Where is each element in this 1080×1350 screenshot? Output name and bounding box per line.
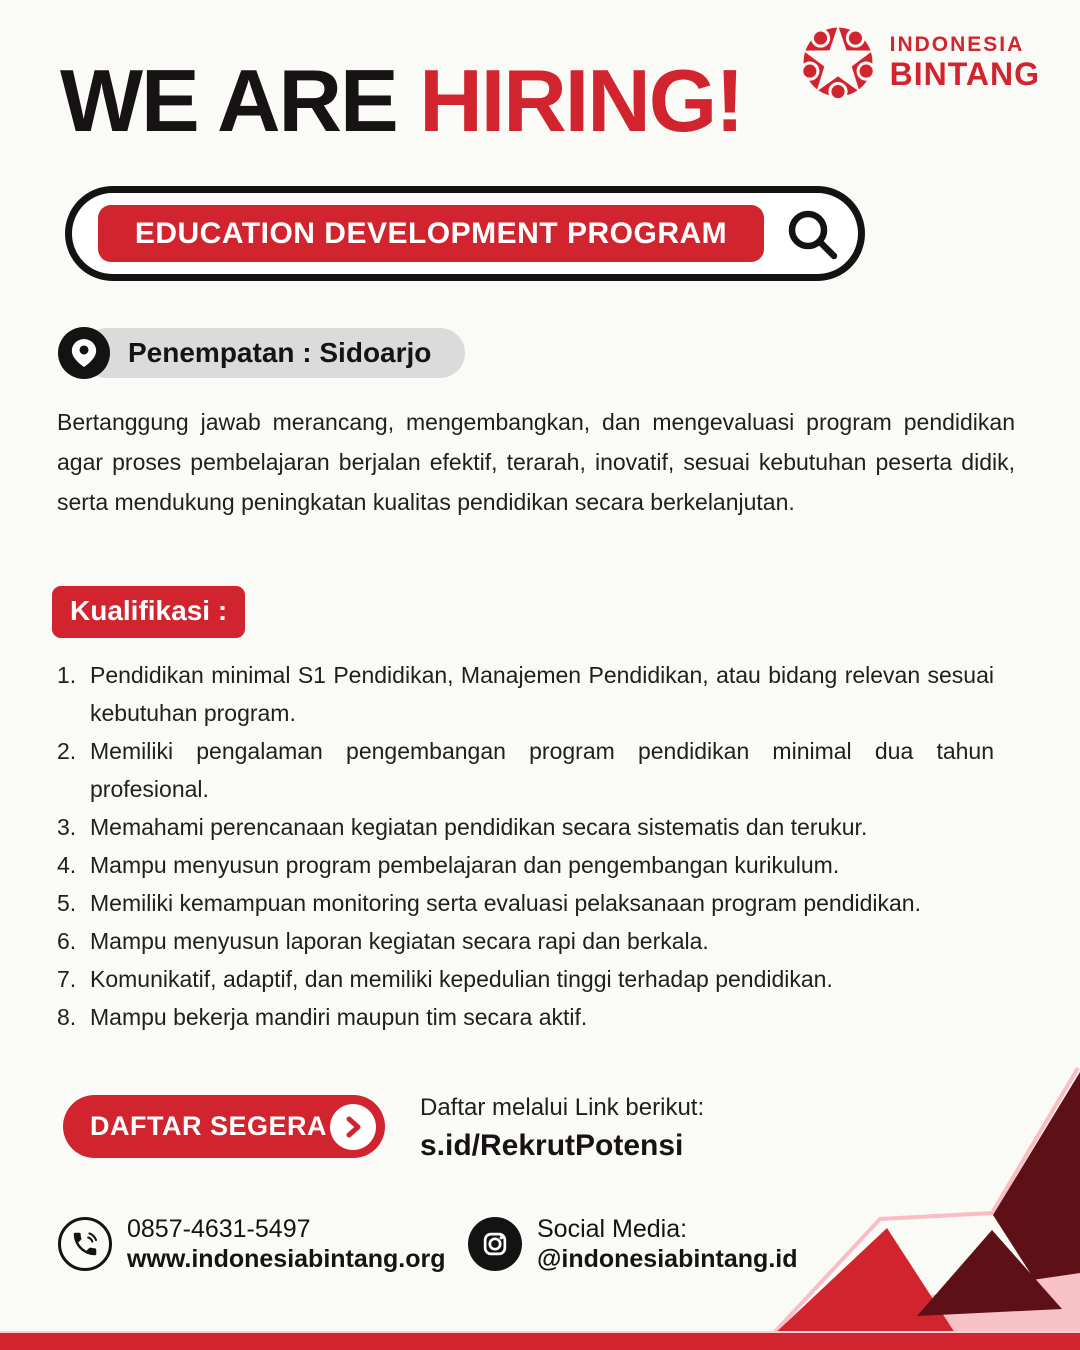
- search-icon: [784, 206, 840, 262]
- list-item-text: Mampu menyusun program pembelajaran dan pengembangan kurikulum.: [90, 852, 840, 878]
- list-item: [57, 960, 994, 998]
- instagram-handle[interactable]: @indonesiabintang.id: [537, 1245, 798, 1273]
- list-item-text: Memahami perencanaan kegiatan pendidikan secara sistematis dan terukur.: [90, 814, 868, 840]
- placement-location: [58, 327, 465, 379]
- list-item-number: 5.: [57, 890, 77, 916]
- location-pin-icon: [58, 327, 110, 379]
- list-item-number: 3.: [57, 814, 77, 840]
- qualifications-title: Kualifikasi :: [52, 586, 245, 638]
- job-title-badge: EDUCATION DEVELOPMENT PROGRAM: [98, 205, 764, 262]
- list-item-text: Memiliki pengalaman pengembangan program pendidikan minimal dua tahun profesional.: [90, 738, 994, 802]
- brand-name: [890, 34, 1040, 90]
- brand-name-bottom: BINTANG: [889, 56, 1040, 92]
- list-item-text: Komunikatif, adaptif, dan memiliki kepedulian tinggi terhadap pendidikan.: [90, 966, 833, 992]
- job-description: Bertanggung jawab merancang, mengembangkan, dan mengevaluasi program pendidikan agar proses pembelajaran berjalan efektif, terarah, inovatif, sesuai kebutuhan peserta didik, serta mendukung peningkatan kualitas pendidikan secara berkelanjutan.: [57, 409, 1015, 515]
- register-now-button[interactable]: [63, 1095, 385, 1158]
- job-title-search-bar: [65, 186, 865, 281]
- registration-link[interactable]: s.id/RekrutPotensi: [420, 1129, 684, 1162]
- list-item-number: 6.: [57, 928, 77, 954]
- registration-info: [420, 1094, 704, 1163]
- list-item: [57, 884, 994, 922]
- list-item: [57, 656, 994, 732]
- list-item-number: 8.: [57, 1004, 77, 1030]
- headline-highlight: HIRING!: [419, 51, 743, 150]
- register-now-label: DAFTAR SEGERA: [90, 1111, 328, 1141]
- phone-number: 0857-4631-5497: [127, 1215, 311, 1243]
- instagram-icon: [468, 1217, 522, 1271]
- qualifications-list: [57, 656, 994, 1036]
- list-item-text: Mampu bekerja mandiri maupun tim secara aktif.: [90, 1004, 588, 1030]
- chevron-right-icon: [330, 1104, 376, 1150]
- list-item-number: 4.: [57, 852, 77, 878]
- placement-label: Penempatan : Sidoarjo: [82, 328, 465, 378]
- website-url[interactable]: www.indonesiabintang.org: [127, 1245, 446, 1273]
- list-item-number: 7.: [57, 966, 77, 992]
- list-item: [57, 732, 994, 808]
- brand-logo: [798, 22, 1040, 102]
- star-people-logo-icon: [798, 22, 878, 102]
- social-media-label: Social Media:: [537, 1215, 688, 1243]
- registration-caption: Daftar melalui Link berikut:: [420, 1094, 705, 1121]
- list-item: [57, 998, 994, 1036]
- contact-social: [468, 1214, 798, 1274]
- headline-prefix: WE ARE: [60, 51, 420, 150]
- list-item: [57, 846, 994, 884]
- contact-phone: [58, 1214, 446, 1274]
- page-title: [60, 50, 743, 152]
- brand-name-top: INDONESIA: [889, 33, 1025, 56]
- phone-icon: [58, 1217, 112, 1271]
- list-item-text: Pendidikan minimal S1 Pendidikan, Manajemen Pendidikan, atau bidang relevan sesuai kebutuhan program.: [90, 662, 994, 726]
- list-item-number: 1.: [57, 662, 77, 688]
- corner-mountain-decoration: [770, 1060, 1080, 1350]
- list-item: [57, 922, 994, 960]
- list-item-text: Memiliki kemampuan monitoring serta evaluasi pelaksanaan program pendidikan.: [90, 890, 921, 916]
- bottom-accent-bar: [0, 1331, 1080, 1350]
- list-item: [57, 808, 994, 846]
- list-item-number: 2.: [57, 738, 77, 764]
- list-item-text: Mampu menyusun laporan kegiatan secara rapi dan berkala.: [90, 928, 709, 954]
